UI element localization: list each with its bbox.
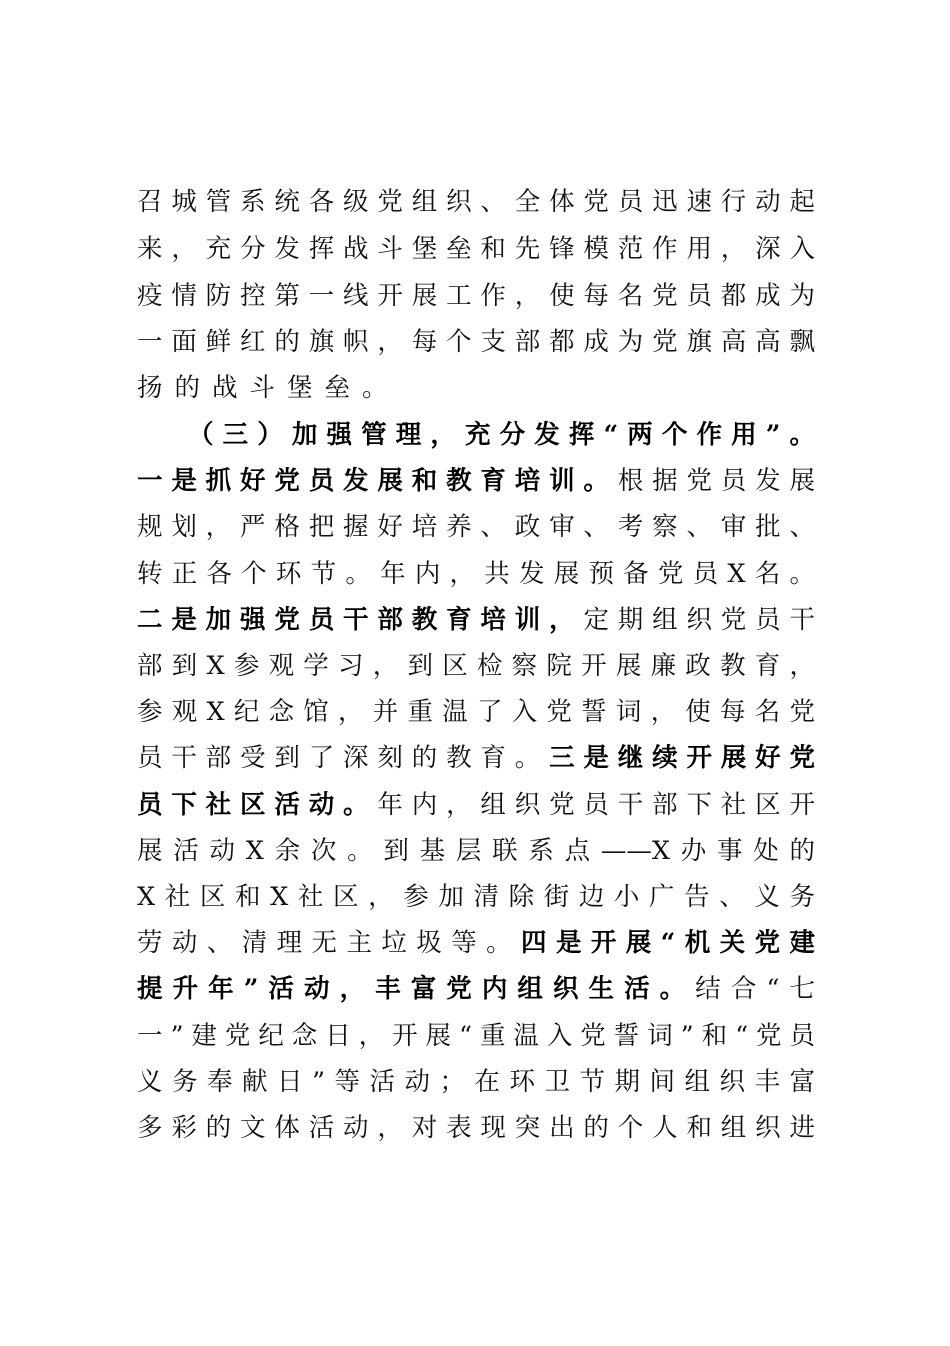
bold-text-segment: 三是继续开展好党: [549, 743, 815, 773]
text-line: [137, 649, 815, 683]
text-segment: 疫情防控第一线开展工作，使每名党员都成为: [137, 281, 815, 311]
text-segment: 展活动X余次。到基层联系点——X办事处的: [137, 836, 815, 866]
text-segment: 转正各个环节。年内，共发展预备党员X名。: [137, 559, 815, 589]
text-segment: 召城管系统各级党组织、全体党员迅速行动起: [137, 187, 815, 217]
text-line: [137, 695, 815, 729]
bold-text-segment: 提升年”活动，丰富党内组织生活。: [137, 974, 696, 1004]
text-segment: 参观X纪念馆，并重温了入党誓词，使每名党: [137, 697, 815, 727]
text-line: [137, 926, 815, 960]
text-segment: 规划，严格把握好培养、政审、考察、审批、: [137, 512, 815, 542]
text-segment: 扬的战斗堡垒。: [137, 373, 400, 403]
text-line: [137, 371, 815, 405]
text-segment: 部到X参观学习，到区检察院开展廉政教育，: [137, 651, 815, 681]
text-line: [137, 279, 815, 313]
text-line: [137, 788, 815, 822]
text-segment: 定期组织党员干: [583, 605, 815, 635]
bold-text-segment: 员下社区活动。: [137, 790, 378, 820]
text-segment: X社区和X社区，参加清除街边小广告、义务: [137, 882, 815, 912]
text-segment: 来，充分发挥战斗堡垒和先锋模范作用，深入: [137, 234, 815, 264]
text-segment: 劳动、清理无主垃圾等。: [137, 928, 522, 958]
text-line: [137, 232, 815, 266]
text-line: [137, 464, 815, 498]
bold-text-segment: 二是加强党员干部教育培训，: [137, 605, 584, 635]
text-line: [137, 185, 815, 219]
text-line: [137, 741, 815, 775]
text-segment: 员干部受到了深刻的教育。: [137, 743, 550, 773]
text-segment: 根据党员发展: [617, 466, 815, 496]
bold-text-segment: （三）加强管理，充分发挥“两个作用”。: [188, 420, 815, 450]
bold-text-segment: 四是开展“机关党建: [521, 928, 815, 958]
text-segment: 年内，组织党员干部下社区开: [377, 790, 815, 820]
text-line: [188, 418, 815, 452]
text-line: [137, 603, 815, 637]
text-segment: 一”建党纪念日，开展“重温入党誓词”和“党员: [137, 1021, 815, 1051]
text-line: [137, 880, 815, 914]
text-line: [137, 1111, 815, 1145]
text-segment: 多彩的文体活动，对表现突出的个人和组织进: [137, 1113, 815, 1143]
text-line: [137, 510, 815, 544]
text-line: [137, 834, 815, 868]
text-line: [137, 557, 815, 591]
text-line: [137, 1065, 815, 1099]
text-line: [137, 325, 815, 359]
text-line: [137, 972, 815, 1006]
text-segment: 义务奉献日”等活动；在环卫节期间组织丰富: [137, 1067, 815, 1097]
text-line: [137, 1019, 815, 1053]
bold-text-segment: 一是抓好党员发展和教育培训。: [137, 466, 618, 496]
text-segment: 一面鲜红的旗帜，每个支部都成为党旗高高飘: [137, 327, 815, 357]
text-segment: 结合“七: [695, 974, 815, 1004]
